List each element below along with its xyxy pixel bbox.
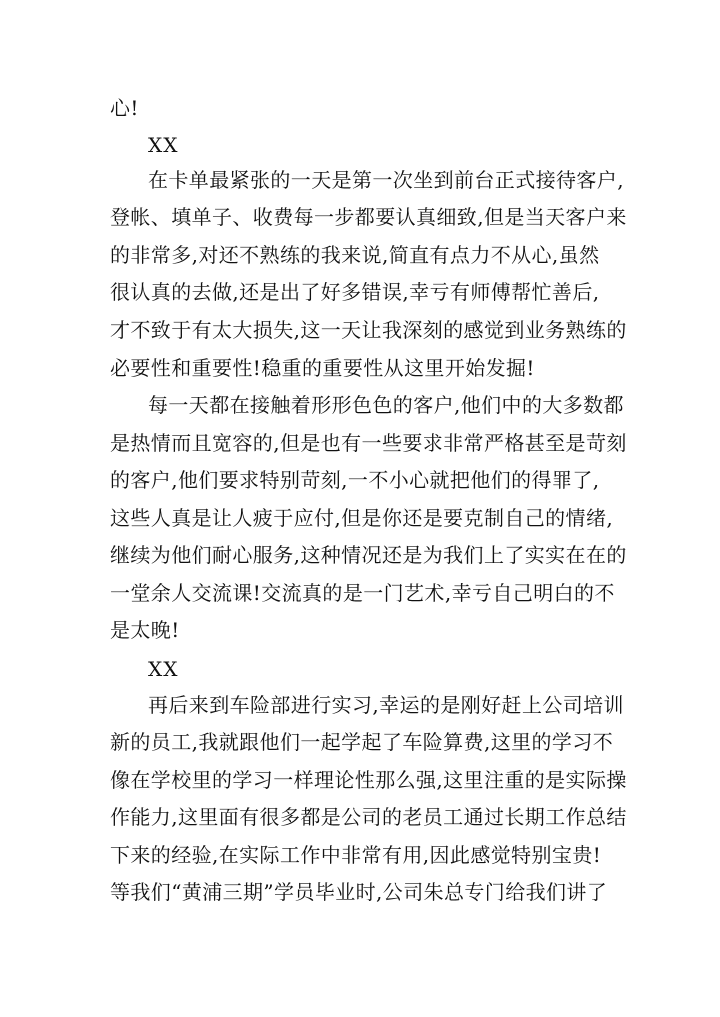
text-line: 继续为他们耐心服务,这种情况还是为我们上了实实在在的 <box>110 543 627 567</box>
text-line: 很认真的去做,还是出了好多错误,幸亏有师傅帮忙善后, <box>110 280 600 304</box>
text-line: 等我们“黄浦三期”学员毕业时,公司朱总专门给我们讲了 <box>110 880 608 904</box>
text-line: 才不致于有太大损失,这一天让我深刻的感觉到业务熟练的 <box>110 318 627 342</box>
text-line: 一堂余人交流课!交流真的是一门艺术,幸亏自己明白的不 <box>110 581 615 605</box>
section-marker: XX <box>148 657 179 681</box>
text-line: 必要性和重要性!稳重的重要性从这里开始发掘! <box>110 356 535 380</box>
text-line: 是热情而且宽容的,但是也有一些要求非常严格甚至是苛刻 <box>110 431 627 455</box>
section-marker: XX <box>148 133 179 157</box>
text-line: 的客户,他们要求特别苛刻,一不小心就把他们的得罪了, <box>110 468 600 492</box>
text-line: 这些人真是让人疲于应付,但是你还是要克制自己的情绪, <box>110 506 614 530</box>
text-line: 的非常多,对还不熟练的我来说,简直有点力不从心,虽然 <box>110 243 600 267</box>
text-line: 再后来到车险部进行实习,幸运的是刚好赶上公司培训 <box>148 693 624 717</box>
text-line: 每一天都在接触着形形色色的客户,他们中的大多数都 <box>148 393 624 417</box>
text-line: 登帐、填单子、收费每一步都要认真细致,但是当天客户来 <box>110 205 627 229</box>
text-line: 是太晚! <box>110 618 180 642</box>
text-line: 在卡单最紧张的一天是第一次坐到前台正式接待客户, <box>148 168 624 192</box>
text-line: 作能力,这里面有很多都是公司的老员工通过长期工作总结 <box>110 805 627 829</box>
text-line: 心! <box>110 96 139 120</box>
text-line: 新的员工,我就跟他们一起学起了车险算费,这里的学习不 <box>110 730 614 754</box>
text-line: 像在学校里的学习一样理论性那么强,这里注重的是实际操 <box>110 768 627 792</box>
text-line: 下来的经验,在实际工作中非常有用,因此感觉特别宝贵! <box>110 843 602 867</box>
